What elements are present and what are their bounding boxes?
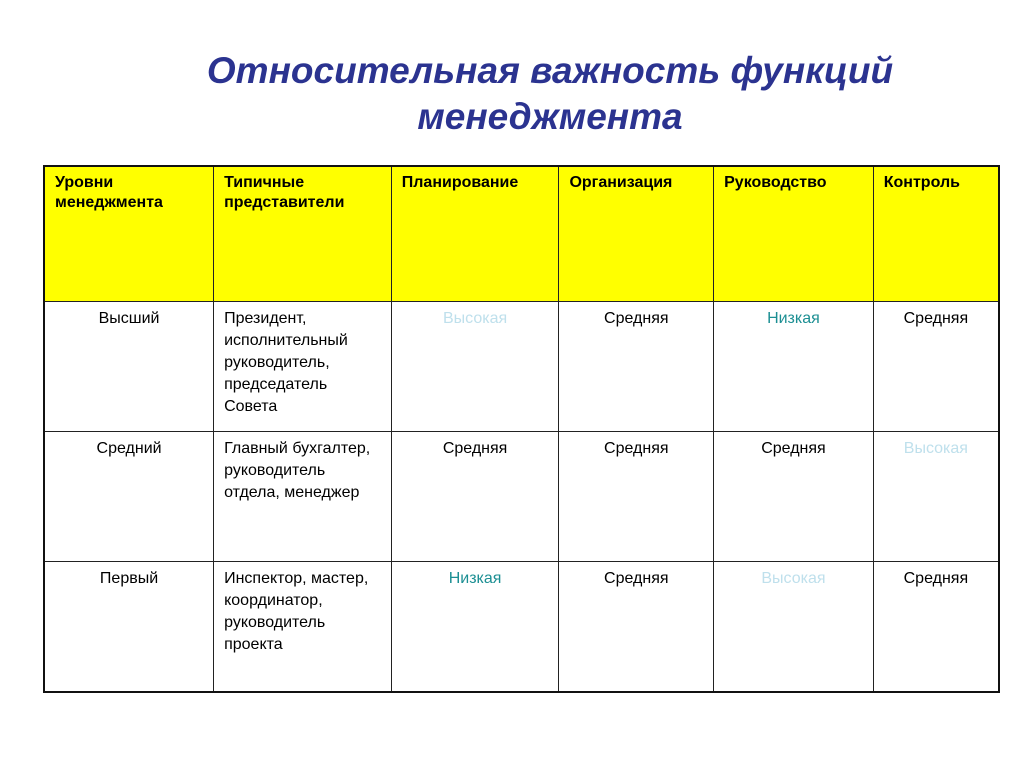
- slide-title: [120, 48, 980, 140]
- header-representatives: Типичные представители: [214, 166, 392, 302]
- cell-planning: Низкая: [391, 562, 559, 693]
- slide-title-line1: Относительная важность функций: [206, 50, 894, 91]
- cell-organization: Средняя: [559, 432, 714, 562]
- cell-level: Средний: [44, 432, 214, 562]
- table-row: [44, 302, 999, 432]
- cell-level: Первый: [44, 562, 214, 693]
- slide-title-line2: менеджмента: [417, 96, 683, 137]
- header-control: Контроль: [873, 166, 999, 302]
- header-planning: Планирование: [391, 166, 559, 302]
- cell-control: Средняя: [873, 302, 999, 432]
- cell-level: Высший: [44, 302, 214, 432]
- cell-organization: Средняя: [559, 562, 714, 693]
- cell-organization: Средняя: [559, 302, 714, 432]
- cell-planning: Высокая: [391, 302, 559, 432]
- cell-leadership: Высокая: [714, 562, 874, 693]
- cell-leadership: Низкая: [714, 302, 874, 432]
- header-leadership: Руководство: [714, 166, 874, 302]
- cell-representatives: Главный бухгалтер, руководитель отдела, менеджер: [214, 432, 392, 562]
- cell-representatives: Президент, исполнительный руководитель, председатель Совета: [214, 302, 392, 432]
- header-organization: Организация: [559, 166, 714, 302]
- cell-control: Высокая: [873, 432, 999, 562]
- importance-table: [43, 165, 1000, 693]
- table-row: [44, 432, 999, 562]
- cell-control: Средняя: [873, 562, 999, 693]
- cell-representatives: Инспектор, мастер, координатор, руководитель проекта: [214, 562, 392, 693]
- cell-leadership: Средняя: [714, 432, 874, 562]
- header-levels: Уровни менеджмента: [44, 166, 214, 302]
- cell-planning: Средняя: [391, 432, 559, 562]
- table-header-row: [44, 166, 999, 302]
- table-row: [44, 562, 999, 693]
